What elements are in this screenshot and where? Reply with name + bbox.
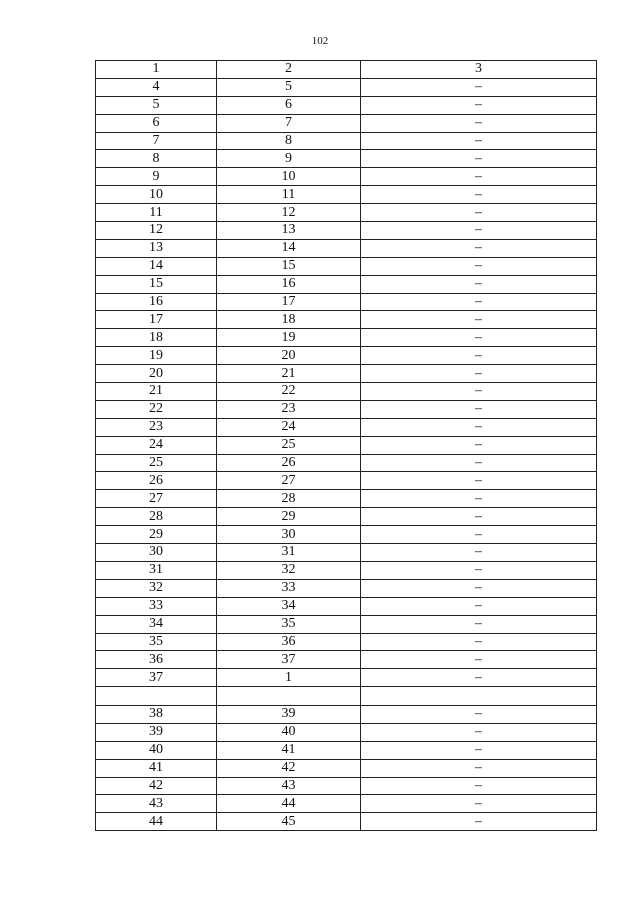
table-cell-col1: 22 xyxy=(96,400,217,418)
table-row xyxy=(96,508,597,526)
table-row xyxy=(96,114,597,132)
table-cell-col1 xyxy=(96,687,217,706)
table-cell-col2: 18 xyxy=(217,311,361,329)
table-cell-col3: – xyxy=(361,347,597,365)
table-cell-col1: 6 xyxy=(96,114,217,132)
table-cell-col2: 29 xyxy=(217,508,361,526)
table-row xyxy=(96,651,597,669)
table-cell-col3 xyxy=(361,687,597,706)
table-cell-col2: 15 xyxy=(217,257,361,275)
table-row xyxy=(96,222,597,240)
table-cell-col3: – xyxy=(361,132,597,150)
table-cell-col1: 33 xyxy=(96,597,217,615)
table-cell-col3: – xyxy=(361,795,597,813)
table-cell-col3: – xyxy=(361,454,597,472)
table-cell-col3: – xyxy=(361,311,597,329)
table-cell-col1: 14 xyxy=(96,257,217,275)
table-cell-col2: 5 xyxy=(217,78,361,96)
table-cell-col3: – xyxy=(361,723,597,741)
table-cell-col1: 8 xyxy=(96,150,217,168)
table-cell-col1: 40 xyxy=(96,741,217,759)
table-cell-col1: 7 xyxy=(96,132,217,150)
table-cell-col3: – xyxy=(361,436,597,454)
table-row xyxy=(96,454,597,472)
table-cell-col1: 27 xyxy=(96,490,217,508)
table-row xyxy=(96,544,597,562)
table-row xyxy=(96,723,597,741)
table-cell-col3: – xyxy=(361,508,597,526)
table-cell-col2: 17 xyxy=(217,293,361,311)
table-cell-col3: – xyxy=(361,579,597,597)
table-row xyxy=(96,633,597,651)
table-cell-col1: 24 xyxy=(96,436,217,454)
table-cell-col1: 19 xyxy=(96,347,217,365)
table-cell-col3: – xyxy=(361,633,597,651)
table-cell-col1: 13 xyxy=(96,239,217,257)
table-cell-col1: 42 xyxy=(96,777,217,795)
table-cell-col2: 19 xyxy=(217,329,361,347)
table-cell-col2: 9 xyxy=(217,150,361,168)
table-cell-col3: – xyxy=(361,365,597,383)
table-cell-col2: 40 xyxy=(217,723,361,741)
table-cell-col1: 30 xyxy=(96,544,217,562)
table-row xyxy=(96,400,597,418)
table-cell-col2: 16 xyxy=(217,275,361,293)
table-row xyxy=(96,795,597,813)
table-row xyxy=(96,96,597,114)
table-cell-col1: 31 xyxy=(96,561,217,579)
table-cell-col1: 26 xyxy=(96,472,217,490)
table-cell-col2: 32 xyxy=(217,561,361,579)
table-row xyxy=(96,741,597,759)
table-cell-col3: – xyxy=(361,293,597,311)
table-cell-col3: – xyxy=(361,777,597,795)
table-cell-col2: 28 xyxy=(217,490,361,508)
table-row xyxy=(96,777,597,795)
table-cell-col3: – xyxy=(361,669,597,687)
table-row xyxy=(96,150,597,168)
table-cell-col3: – xyxy=(361,597,597,615)
table-row xyxy=(96,490,597,508)
table-cell-col3: – xyxy=(361,544,597,562)
table-cell-col2: 20 xyxy=(217,347,361,365)
table-cell-col1: 11 xyxy=(96,204,217,222)
table-cell-col2: 26 xyxy=(217,454,361,472)
table-row xyxy=(96,669,597,687)
table-cell-col1: 17 xyxy=(96,311,217,329)
table-cell-col3: – xyxy=(361,329,597,347)
table-row xyxy=(96,579,597,597)
table-cell-col1: 10 xyxy=(96,186,217,204)
table-cell-col3: – xyxy=(361,275,597,293)
table-row xyxy=(96,239,597,257)
table-cell-col2: 27 xyxy=(217,472,361,490)
table-cell-col2: 36 xyxy=(217,633,361,651)
table-cell-col1: 4 xyxy=(96,78,217,96)
table-cell-col2: 21 xyxy=(217,365,361,383)
table-row xyxy=(96,204,597,222)
table-row xyxy=(96,347,597,365)
table-cell-col1: 25 xyxy=(96,454,217,472)
table-cell-col2: 23 xyxy=(217,400,361,418)
table-cell-col3: – xyxy=(361,150,597,168)
table-row xyxy=(96,561,597,579)
table-cell-col1: 5 xyxy=(96,96,217,114)
table-cell-col2: 8 xyxy=(217,132,361,150)
table-cell-col3: – xyxy=(361,615,597,633)
table-cell-col2: 30 xyxy=(217,526,361,544)
table-cell-col3: – xyxy=(361,168,597,186)
table-cell-col1: 36 xyxy=(96,651,217,669)
table-row xyxy=(96,311,597,329)
table-row xyxy=(96,472,597,490)
table-cell-col2: 33 xyxy=(217,579,361,597)
table-cell-col1: 37 xyxy=(96,669,217,687)
table-row xyxy=(96,687,597,706)
table-row xyxy=(96,275,597,293)
table-cell-col1: 23 xyxy=(96,418,217,436)
table-row xyxy=(96,813,597,831)
table-cell-col3: – xyxy=(361,186,597,204)
table-cell-col1: 44 xyxy=(96,813,217,831)
table-row xyxy=(96,132,597,150)
table-cell-col3: – xyxy=(361,239,597,257)
table-cell-col3: – xyxy=(361,400,597,418)
table-cell-col2: 12 xyxy=(217,204,361,222)
header-cell-col3: 3 xyxy=(361,61,597,79)
table-row xyxy=(96,418,597,436)
table-cell-col1: 32 xyxy=(96,579,217,597)
table-cell-col2: 7 xyxy=(217,114,361,132)
table-cell-col3: – xyxy=(361,222,597,240)
table-cell-col3: – xyxy=(361,383,597,401)
table-cell-col1: 29 xyxy=(96,526,217,544)
table-row xyxy=(96,186,597,204)
table-cell-col2: 10 xyxy=(217,168,361,186)
table-cell-col3: – xyxy=(361,759,597,777)
table-cell-col3: – xyxy=(361,490,597,508)
table-cell-col3: – xyxy=(361,813,597,831)
table-cell-col1: 38 xyxy=(96,705,217,723)
table-cell-col1: 16 xyxy=(96,293,217,311)
table-cell-col1: 20 xyxy=(96,365,217,383)
table-cell-col2: 39 xyxy=(217,705,361,723)
table-cell-col1: 15 xyxy=(96,275,217,293)
table-row xyxy=(96,257,597,275)
table-cell-col3: – xyxy=(361,526,597,544)
table-cell-col3: – xyxy=(361,472,597,490)
table-cell-col1: 41 xyxy=(96,759,217,777)
table-row xyxy=(96,293,597,311)
table-row xyxy=(96,436,597,454)
table-cell-col1: 18 xyxy=(96,329,217,347)
header-cell-col1: 1 xyxy=(96,61,217,79)
table-cell-col2: 6 xyxy=(217,96,361,114)
table-cell-col1: 39 xyxy=(96,723,217,741)
table-row xyxy=(96,526,597,544)
page-number: 102 xyxy=(311,35,329,47)
table-cell-col2: 45 xyxy=(217,813,361,831)
table-header-row xyxy=(96,61,597,79)
table-row xyxy=(96,705,597,723)
table-row xyxy=(96,597,597,615)
table-cell-col2: 31 xyxy=(217,544,361,562)
table-row xyxy=(96,615,597,633)
table-cell-col2 xyxy=(217,687,361,706)
table-cell-col2: 14 xyxy=(217,239,361,257)
table-cell-col2: 37 xyxy=(217,651,361,669)
table-row xyxy=(96,759,597,777)
table-row xyxy=(96,365,597,383)
table-cell-col1: 43 xyxy=(96,795,217,813)
table-row xyxy=(96,329,597,347)
table-cell-col3: – xyxy=(361,561,597,579)
table-cell-col2: 34 xyxy=(217,597,361,615)
table-cell-col2: 24 xyxy=(217,418,361,436)
table-cell-col1: 9 xyxy=(96,168,217,186)
table-cell-col2: 13 xyxy=(217,222,361,240)
table-row xyxy=(96,168,597,186)
table-cell-col1: 12 xyxy=(96,222,217,240)
table-row xyxy=(96,383,597,401)
table-cell-col2: 1 xyxy=(217,669,361,687)
table-cell-col3: – xyxy=(361,114,597,132)
table-cell-col2: 35 xyxy=(217,615,361,633)
table-cell-col1: 28 xyxy=(96,508,217,526)
table-cell-col2: 41 xyxy=(217,741,361,759)
table-cell-col3: – xyxy=(361,651,597,669)
table-cell-col2: 43 xyxy=(217,777,361,795)
table-cell-col3: – xyxy=(361,418,597,436)
table-cell-col2: 11 xyxy=(217,186,361,204)
table-cell-col1: 35 xyxy=(96,633,217,651)
table-body xyxy=(96,61,597,831)
table-cell-col2: 22 xyxy=(217,383,361,401)
table-cell-col3: – xyxy=(361,78,597,96)
table-cell-col2: 42 xyxy=(217,759,361,777)
table-cell-col3: – xyxy=(361,741,597,759)
table-row xyxy=(96,78,597,96)
table-cell-col2: 25 xyxy=(217,436,361,454)
table-cell-col1: 21 xyxy=(96,383,217,401)
data-table xyxy=(95,60,597,831)
table-cell-col2: 44 xyxy=(217,795,361,813)
table-cell-col3: – xyxy=(361,705,597,723)
table-cell-col3: – xyxy=(361,96,597,114)
table-cell-col1: 34 xyxy=(96,615,217,633)
table-cell-col3: – xyxy=(361,257,597,275)
header-cell-col2: 2 xyxy=(217,61,361,79)
table-cell-col3: – xyxy=(361,204,597,222)
